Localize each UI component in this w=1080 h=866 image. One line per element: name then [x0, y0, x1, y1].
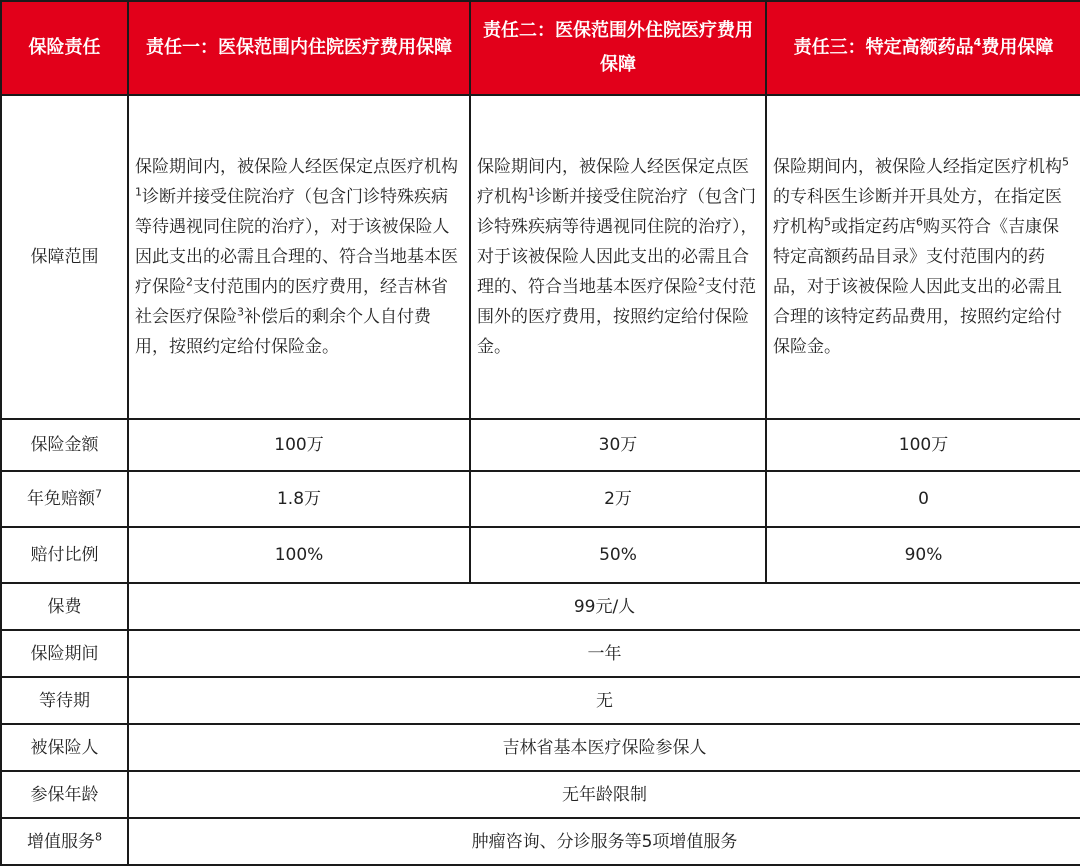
footnote-ref: 5	[1062, 155, 1069, 169]
header-liability-three-text-b: 费用保障	[981, 37, 1054, 58]
insured-person-label: 被保险人	[1, 724, 128, 771]
premium-label: 保费	[1, 583, 128, 630]
footnote-ref: 7	[95, 487, 102, 501]
text-segment: 购买符合《吉康保特定高额药品目录》支付范围内的药品，对于该被保险人因此支出的必需且合理的该特定药品费用，按照约定给付保险金。	[773, 217, 1062, 357]
text-segment: 的专科医生诊断并开具处方，在指定医疗机构	[773, 187, 1062, 237]
text-segment: 保险期间内，被保险人经医保定点医疗机构	[135, 157, 458, 177]
payout-ratio-liability-two: 50%	[470, 527, 766, 583]
payout-ratio-label: 赔付比例	[1, 527, 128, 583]
value-added-services-row	[1, 818, 1080, 865]
header-liability-three	[766, 1, 1080, 95]
text-segment: 支付范围外的医疗费用，按照约定给付保险金。	[477, 277, 756, 357]
coverage-scope-liability-two	[470, 95, 766, 419]
header-liability-three-text-a: 责任三：特定高额药品	[793, 37, 974, 58]
enrollment-age-row	[1, 771, 1080, 818]
footnote-ref: 3	[237, 305, 244, 319]
value-added-services-label	[1, 818, 128, 865]
deductible-label-text: 年免赔额	[27, 489, 95, 509]
footnote-ref: 1	[135, 185, 142, 199]
text-segment: 支付范围内的医疗费用，经吉林省社会医疗保险	[135, 277, 448, 327]
coverage-scope-label: 保障范围	[1, 95, 128, 419]
premium-row	[1, 583, 1080, 630]
header-liability-two: 责任二：医保范围外住院医疗费用保障	[470, 1, 766, 95]
insurance-period-row	[1, 630, 1080, 677]
sum-insured-liability-two: 30万	[470, 419, 766, 471]
header-liability-one: 责任一：医保范围内住院医疗费用保障	[128, 1, 470, 95]
header-row	[1, 1, 1080, 95]
deductible-row	[1, 471, 1080, 527]
insurance-period-value: 一年	[128, 630, 1080, 677]
text-segment: 诊断并接受住院治疗（包含门诊特殊疾病等待遇视同住院的治疗），对于该被保险人因此支出的必需且合理的、符合当地基本医疗保险	[477, 187, 758, 297]
waiting-period-value: 无	[128, 677, 1080, 724]
payout-ratio-liability-one: 100%	[128, 527, 470, 583]
deductible-liability-two: 2万	[470, 471, 766, 527]
deductible-label	[1, 471, 128, 527]
coverage-scope-liability-one	[128, 95, 470, 419]
footnote-ref: 8	[95, 829, 102, 843]
text-segment: 诊断并接受住院治疗（包含门诊特殊疾病等待遇视同住院的治疗），对于该被保险人因此支出的必需且合理的、符合当地基本医疗保险	[135, 187, 458, 297]
payout-ratio-row	[1, 527, 1080, 583]
value-added-services-label-text: 增值服务	[27, 831, 95, 852]
text-segment: 或指定药店	[831, 217, 916, 237]
footnote-ref: 4	[973, 36, 982, 49]
footnote-ref: 2	[186, 275, 193, 289]
insured-person-value: 吉林省基本医疗保险参保人	[128, 724, 1080, 771]
deductible-liability-three: 0	[766, 471, 1080, 527]
waiting-period-label: 等待期	[1, 677, 128, 724]
text-segment: 保险期间内，被保险人经医保定点医疗机构	[477, 157, 749, 207]
sum-insured-row	[1, 419, 1080, 471]
enrollment-age-value: 无年龄限制	[128, 771, 1080, 818]
payout-ratio-liability-three: 90%	[766, 527, 1080, 583]
insured-person-row	[1, 724, 1080, 771]
insurance-period-label: 保险期间	[1, 630, 128, 677]
waiting-period-row	[1, 677, 1080, 724]
enrollment-age-label: 参保年龄	[1, 771, 128, 818]
sum-insured-liability-one: 100万	[128, 419, 470, 471]
coverage-scope-row	[1, 95, 1080, 419]
text-segment: 补偿后的剩余个人自付费用，按照约定给付保险金。	[135, 307, 431, 357]
header-liability: 保险责任	[1, 1, 128, 95]
sum-insured-liability-three: 100万	[766, 419, 1080, 471]
deductible-liability-one: 1.8万	[128, 471, 470, 527]
sum-insured-label: 保险金额	[1, 419, 128, 471]
footnote-ref: 5	[824, 215, 831, 229]
footnote-ref: 1	[528, 185, 535, 199]
footnote-ref: 6	[916, 215, 923, 229]
text-segment: 保险期间内，被保险人经指定医疗机构	[773, 157, 1062, 177]
premium-value: 99元/人	[128, 583, 1080, 630]
coverage-scope-liability-three	[766, 95, 1080, 419]
footnote-ref: 2	[698, 275, 705, 289]
value-added-services-value: 肿瘤咨询、分诊服务等5项增值服务	[128, 818, 1080, 865]
